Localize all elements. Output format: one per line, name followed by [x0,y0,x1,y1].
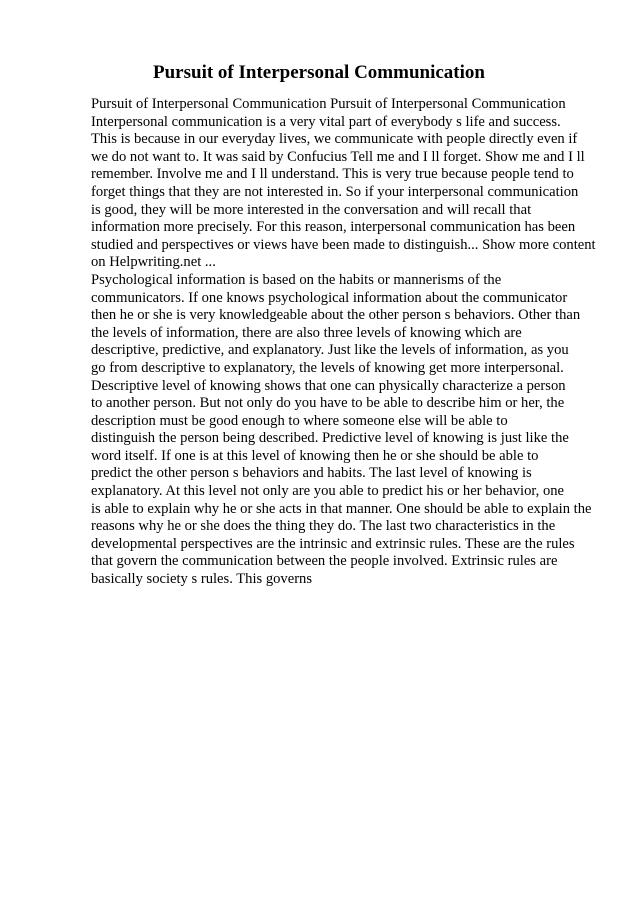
body-line: we do not want to. It was said by Confucius Tell me and I ll forget. Show me and I ll [91,148,585,165]
body-line: communicators. If one knows psychological information about the communicator [91,289,568,306]
body-line: predict the other person s behaviors and habits. The last level of knowing is [91,465,532,482]
body-line: distinguish the person being described. Predictive level of knowing is just like the [91,430,569,447]
body-line: word itself. If one is at this level of knowing then he or she should be able to [91,447,539,464]
body-line: Psychological information is based on the habits or mannerisms of the [91,271,502,288]
body-line: This is because in our everyday lives, we communicate with people directly even if [91,131,578,148]
document-body [91,96,611,589]
body-line: developmental perspectives are the intrinsic and extrinsic rules. These are the rules [91,535,575,552]
body-line: description must be good enough to where someone else will be able to [91,412,508,429]
body-line: to another person. But not only do you have to be able to describe him or her, the [91,395,565,412]
body-line: is good, they will be more interested in the conversation and will recall that [91,201,532,218]
body-line: Descriptive level of knowing shows that one can physically characterize a person [91,377,566,394]
document-title: Pursuit of Interpersonal Communication [153,62,485,83]
body-line: go from descriptive to explanatory, the levels of knowing get more interpersonal. [91,359,564,376]
body-line: information more precisely. For this reason, interpersonal communication has been [91,219,576,236]
body-line: the levels of information, there are also three levels of knowing which are [91,324,522,341]
body-line: that govern the communication between the people involved. Extrinsic rules are [91,553,558,570]
body-line: remember. Involve me and I ll understand. This is very true because people tend to [91,166,574,183]
body-line: basically society s rules. This governs [91,571,313,588]
body-line: Interpersonal communication is a very vital part of everybody s life and success. [91,113,561,130]
body-line: forget things that they are not interested in. So if your interpersonal communication [91,183,579,200]
body-line: Pursuit of Interpersonal Communication Pursuit of Interpersonal Communication [91,96,566,112]
body-line: reasons why he or she does the thing they do. The last two characteristics in the [91,518,556,535]
body-line: is able to explain why he or she acts in that manner. One should be able to explain the [91,500,592,517]
body-line: then he or she is very knowledgeable about the other person s behaviors. Other than [91,307,581,324]
body-line: on Helpwriting.net ... [91,254,216,271]
body-line: studied and perspectives or views have been made to distinguish... Show more content [91,236,596,253]
body-line: descriptive, predictive, and explanatory. Just like the levels of information, as you [91,342,569,359]
body-line: explanatory. At this level not only are you able to predict his or her behavior, one [91,483,565,500]
